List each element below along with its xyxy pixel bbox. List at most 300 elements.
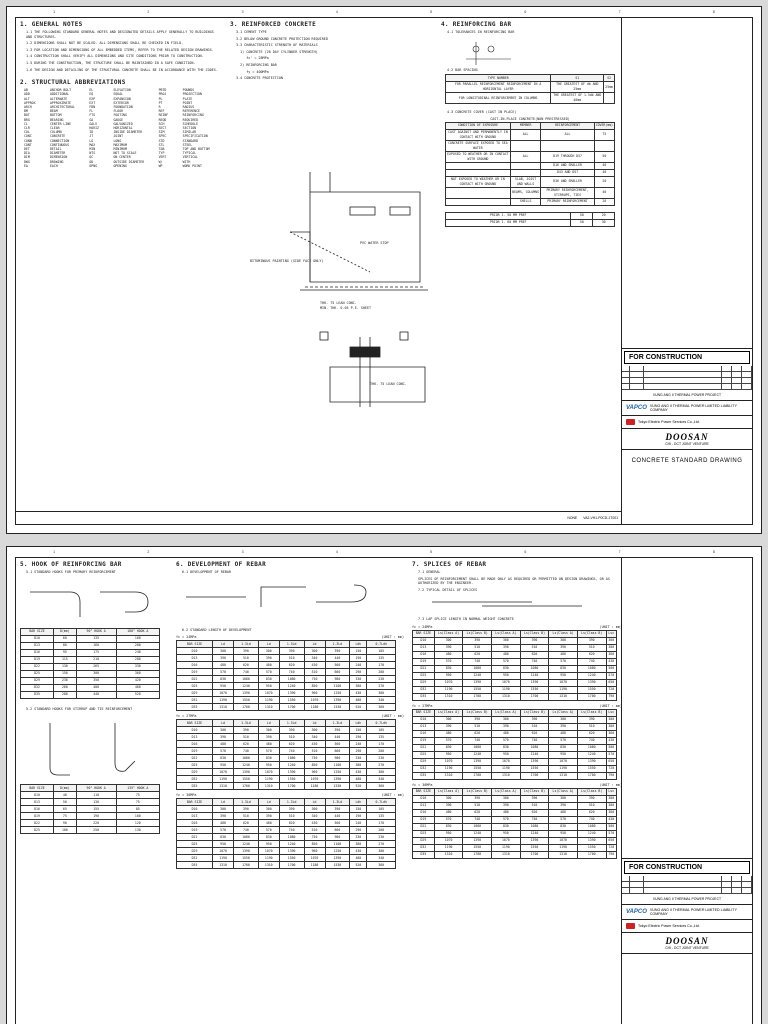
abbreviation-entry: ALT [24,96,30,101]
table-cell: 300 [434,716,463,723]
table-cell: 150 [350,648,367,655]
table-cell: 1070 [549,758,578,765]
table-cell: 1550 [463,686,492,693]
concrete-note: 3.3 CHARACTERISTIC STRENGTH OF MATERIALS [236,43,318,48]
table-cell: 1240 [279,841,304,848]
table-header-cell: Ls(Class B) [577,709,606,716]
table-cell: D25 [413,672,435,679]
table-cell: 570 [492,737,521,744]
table-cell: 650 [606,679,616,686]
table-cell: 440 [325,734,350,741]
abbreviation-entry: REQD [158,117,167,122]
table-cell: 480 [434,651,463,658]
table-cell: D16 [21,806,54,813]
table-cell: 300 [492,795,521,802]
table-cell: 980 [325,834,350,841]
table-cell: 980 [325,755,350,762]
table-header-cell: Ls(Class B) [463,709,492,716]
table-cell: D35 [413,851,435,858]
table-cell: 390 [520,795,549,802]
title-block-2 [621,558,752,1024]
table-cell: D19 [21,813,54,820]
table-cell: D29 [177,848,213,855]
table-cell: 175 [76,649,116,656]
table-cell: 430 [606,737,616,744]
abbreviation-entry: CONTINUOUS [49,142,70,147]
table-cell: 390 [279,806,304,813]
abbreviation-entry: REFERENCE [182,109,200,114]
concrete-cover-table [445,117,615,206]
revision-grid [622,366,752,390]
table-cell: 240 [350,820,367,827]
table-cell: D13 [413,723,435,730]
table-row [177,683,396,690]
abbreviation-entry: WORK POINT [182,163,202,168]
table-row [21,677,160,684]
stirrup-hook-table [20,784,160,834]
table-cell: 570 [606,751,616,758]
table-row [446,82,615,93]
table-cell: 1550 [520,844,549,851]
table-cell: 1310 [492,693,521,700]
table-cell: 1070 [549,679,578,686]
table-cell [446,198,511,205]
table-cell: 390 [325,806,350,813]
table-cell: 520 [350,783,367,790]
table-cell: D22 [21,820,54,827]
table-cell: 360 [367,862,396,869]
table-header-cell: 1.3Ld [234,720,259,727]
table-row [177,820,396,827]
table-cell: 1080 [463,823,492,830]
abbreviation-entry: APPROX [24,100,36,105]
table-cell: 390 [549,723,578,730]
table-cell: D25 [21,827,54,834]
table-cell: 1240 [520,672,549,679]
drawing-number-strip [16,511,622,524]
table-cell: 1390 [463,679,492,686]
project-name-2: VUNG ANG II THERMAL POWER PROJECT [622,894,752,905]
table-cell: 510 [234,655,259,662]
table-cell: 1390 [577,837,606,844]
table-cell: 1240 [520,830,549,837]
table-cell: EXPOSED TO WEATHER OR IN CONTACT WITH GROUND [447,151,509,161]
table-cell: D29 [413,679,435,686]
table-header-cell: Ls(Class A) [434,630,463,637]
table-cell: 650 [606,837,616,844]
table-cell: D10 [413,795,435,802]
table-cell: 230 [367,834,396,841]
concrete-note: 1) CONCRETE (28 DAY CYLINDER STRENGTH) [236,49,318,54]
table-cell: 1240 [234,841,259,848]
table-cell: 300 [434,795,463,802]
table-cell: D32 [177,855,213,862]
abbreviation-entry: TYP [158,151,165,156]
abbreviation-entry: EXP [89,96,96,101]
table-cell: D16 [413,730,435,737]
table-cell: 1310 [434,851,463,858]
strength-label: fc = 24MPa [412,624,433,629]
table-cell: FOR LONGITUDINAL REINFORCEMENT IN COLUMNS [446,93,551,104]
table-cell: 500 [606,665,616,672]
table-cell: 190 [350,813,367,820]
table-cell: 830 [258,755,279,762]
table-cell: D22 [177,834,213,841]
table-header-cell: COVER(mm) [595,123,613,128]
table-cell: 1080 [234,676,259,683]
abbreviation-entry: SPEC [158,134,167,139]
abbreviation-entry: FL [89,109,94,114]
table-cell: 170 [367,820,396,827]
table-cell: 1550 [234,776,259,783]
table-cell: 300 [606,723,616,730]
table-cell: 190 [350,734,367,741]
table-cell: 65 [54,806,77,813]
abbreviation-entry: EXPANSION [113,96,131,101]
table-row [177,841,396,848]
table-cell: 480 [213,741,234,748]
table-cell: 500 [606,823,616,830]
label-lean-conc: THK. 75 LEAN CONC. [320,301,357,305]
table-cell: 1070 [258,690,279,697]
table-cell: 390 [434,802,463,809]
table-cell: 740 [520,737,549,744]
table-row [21,663,160,670]
table-cell: 20 [594,198,614,205]
table-cell [446,169,511,176]
table-cell: 1310 [213,704,234,711]
table-cell: 480 [549,651,578,658]
table-cell: D35 [413,693,435,700]
table-cell: D13 [177,655,213,662]
table-cell: 830 [213,676,234,683]
abbreviation-entry: FTG [89,113,96,118]
table-cell: D29 [177,690,213,697]
concrete-note: 3.1 CEMENT TYPE [236,30,267,34]
table-cell: 660 [325,827,350,834]
table-cell: 1190 [549,765,578,772]
table-cell: 510 [577,802,606,809]
table-row [413,802,617,809]
table-header-cell: BAR SIZE [413,630,435,637]
table-row [413,693,617,700]
table-header-cell: 0.7Ldh [367,799,396,806]
revision-grid-2 [622,876,752,894]
table-cell: 240 [350,741,367,748]
abbreviation-entry: NTS [89,151,96,156]
table-header-cell: Ld [304,799,325,806]
table-cell: 220 [76,820,116,827]
table-cell: 520 [350,862,367,869]
note-6-2: 6.2 STANDARD LENGTH OF DEVELOPMENT [182,627,252,632]
table-row [21,649,160,656]
table-cell: 1080 [577,665,606,672]
table-cell: 1240 [463,751,492,758]
table-row [413,830,617,837]
table-cell: 1550 [279,776,304,783]
table-cell: 200 [116,642,159,649]
table-row [21,656,160,663]
table-cell: 115 [54,656,77,663]
table-cell: D16 [413,651,435,658]
general-notes-column [20,22,220,168]
title-block [621,18,752,524]
table-header-cell: Ls(Class A) [492,709,521,716]
table-row [413,758,617,765]
table-row [413,651,617,658]
table-row [446,151,615,162]
table-cell: 420 [116,677,159,684]
table-cell: 830 [434,665,463,672]
table-cell: 230 [54,677,77,684]
table-cell: 390 [234,727,259,734]
table-cell: 50 [594,151,614,162]
table-cell: D35 [177,783,213,790]
table-row [21,827,160,834]
table-cell: 80 [54,642,77,649]
for-construction-stamp-2: FOR CONSTRUCTION [624,861,750,874]
table-cell: 300 [606,795,616,802]
table-cell: 1100 [325,762,350,769]
abbreviation-entry: MIN [89,147,96,151]
note-7-2: 7.2 TYPICAL DETAIL OF SPLICES [418,587,478,592]
table-header-cell: Ld [258,799,279,806]
table-cell: 390 [258,813,279,820]
table-cell: 500 [606,744,616,751]
table-row [177,697,396,704]
table-cell: 1550 [577,686,606,693]
table-cell: D13 [413,802,435,809]
abbreviation-entry: CLEAR [49,125,60,130]
table-cell: 200 [367,827,396,834]
label-pe-sheet: MIN. THK. 0.05 P.E. SHEET [320,306,372,310]
table-cell: 480 [350,697,367,704]
table-row [21,635,160,642]
jv-name-2: CHI - DCT JOINT VENTURE [665,946,709,950]
table-cell: 480 [258,662,279,669]
table-cell: 510 [234,734,259,741]
abbreviation-entry: ON CENTER [113,155,131,160]
table-header-cell: Ls(Class A) [492,788,521,795]
table-header-cell: Ls(Class A) [549,788,578,795]
abbreviation-entry: COL [24,130,30,135]
table-cell: 570 [258,827,279,834]
table-header-cell: 1.3Ld [279,799,304,806]
table-cell: 105 [367,648,396,655]
table-cell: 620 [577,730,606,737]
table-cell: 1700 [577,772,606,779]
abbreviation-entry: REF [158,109,165,114]
table-cell: D25 [177,683,213,690]
table-cell: D13 [177,734,213,741]
table-cell: 830 [549,823,578,830]
table-cell: THE GREATEST OF 1.5db AND 40mm [551,93,604,104]
table-cell: 360 [606,730,616,737]
table-cell: 390 [492,723,521,730]
table-header-cell: 1.3Ld [325,641,350,648]
abbreviation-entry: OPNG [89,163,98,168]
contractor-row [622,429,752,450]
table-row [446,129,615,140]
table-cell: 270 [367,762,396,769]
table-cell: 620 [279,741,304,748]
table-cell: 390 [213,655,234,662]
table-row [177,648,396,655]
table-cell: 390 [520,637,549,644]
consultant-row-2 [622,920,752,933]
lap-splice-table [412,788,617,859]
table-cell: D36 AND SMALLER [541,176,594,187]
table-cell: D35 [21,691,54,698]
table-cell: 360 [367,704,396,711]
table-cell: 1310 [213,862,234,869]
table-cell: 1550 [279,697,304,704]
table-cell: 740 [520,816,549,823]
table-cell: 20 [594,176,614,187]
table-header-cell: Ls(Class B) [520,788,549,795]
table-cell: 790 [606,772,616,779]
table-cell: 360 [367,783,396,790]
table-cell: 1550 [279,855,304,862]
abbreviation-entry: JOINT [113,134,124,139]
table-cell: 100 [116,813,159,820]
table-cell: ALL [510,129,541,140]
table-cell: 380 [350,762,367,769]
table-cell: SLAB, JOIST AND WALLS [510,176,541,187]
abbreviation-entry: BOT [24,113,30,118]
strength-label: fc = 30MPa [176,793,197,798]
table-cell: 960 [304,769,325,776]
consultant-row [622,416,752,429]
table-cell: 740 [463,658,492,665]
table-cell: 30 [593,219,615,226]
table-cell: 620 [463,651,492,658]
table-cell: 620 [279,662,304,669]
table-cell: 520 [350,704,367,711]
table-row [413,658,617,665]
table-cell: 40 [54,792,77,799]
table-cell: 480 [492,651,521,658]
table-cell [446,162,511,169]
table-cell: 1080 [520,744,549,751]
table-cell: 390 [463,637,492,644]
abbreviation-entry: SECT [158,125,167,130]
table-cell: 620 [234,741,259,748]
table-cell: 1070 [492,837,521,844]
table-cell: 740 [234,669,259,676]
table-cell: 620 [463,809,492,816]
table-row [21,813,160,820]
table-cell: 1390 [463,837,492,844]
table-cell: 950 [258,683,279,690]
table-cell: 1390 [234,769,259,776]
table-cell: 290 [350,827,367,834]
table-cell: 210 [76,656,116,663]
table-cell: D13 [21,642,54,649]
table-header-cell: BAR SIZE [177,799,213,806]
table-cell: D10 [21,635,54,642]
drawing-sheet-1 [6,6,762,534]
table-cell: NOT EXPOSED TO WEATHER OR IN CONTACT WITH GROUND [446,176,511,187]
table-cell: 1080 [463,665,492,672]
table-cell: 1250 [325,690,350,697]
table-header-cell: D(mm) [54,785,77,792]
table-header-cell: Ld [258,641,279,648]
abbreviation-entry: ARCH [24,104,32,109]
table-cell: 390 [325,727,350,734]
table-header-cell: Ls(Class A) [549,630,578,637]
table-cell: 1530 [325,704,350,711]
table-cell: 1070 [434,758,463,765]
table-cell: 430 [304,662,325,669]
table-cell: 1530 [325,862,350,869]
table-cell: 950 [258,762,279,769]
table-cell: D22 [21,663,54,670]
table-cell: 390 [258,655,279,662]
border-ticks-top: 1 2 3 4 5 6 7 8 [53,9,715,14]
table-row [177,669,396,676]
table-row [413,716,617,723]
table-cell: 1310 [434,693,463,700]
table-cell: 390 [213,813,234,820]
table-cell: 200 [367,669,396,676]
table-row [413,637,617,644]
table-cell: D32 [413,844,435,851]
ws-tag [350,207,375,215]
abbreviation-entry: CONT [24,142,32,147]
abbreviation-entry: EQ [89,92,94,97]
abbreviation-entry: DWG [24,159,30,164]
table-cell: 1550 [234,697,259,704]
development-sketch [176,577,376,627]
abbreviation-entry: OD [89,159,94,164]
table-cell: 1250 [325,769,350,776]
hook-column [20,562,170,834]
table-cell: 390 [434,644,463,651]
table-cell: 1190 [258,855,279,862]
table-row [446,187,615,198]
note-4-1: 4.1 TOLERANCES IN REINFORCING BAR [447,30,515,34]
table-row [21,691,160,698]
table-cell: 1700 [279,704,304,711]
table-cell: D25 [413,751,435,758]
table-cell: 50 [571,212,593,219]
table-row [21,806,160,813]
table-cell: 510 [463,644,492,651]
table-cell: 1070 [258,848,279,855]
table-cell: 830 [434,823,463,830]
table-cell: 390 [279,727,304,734]
table-cell: 300 [434,637,463,644]
table-cell: 850 [304,762,325,769]
table-cell: 570 [549,658,578,665]
table-cell: 390 [463,795,492,802]
abbreviation-entry: FOOTING [113,113,127,118]
table-cell: 660 [325,748,350,755]
table-cell: 1240 [234,683,259,690]
table-cell: 480 [258,741,279,748]
table-cell: 480 [258,820,279,827]
table-row [446,93,615,104]
table-cell: 740 [279,748,304,755]
table-cell: 1390 [520,758,549,765]
table-cell: 480 [549,730,578,737]
table-header-cell: BAR SIZE [21,628,54,635]
table-cell: 430 [606,658,616,665]
abbreviation-entry: REINF [158,113,169,118]
table-cell: 460 [116,684,159,691]
abbreviation-entry: CONNECTION [49,138,70,143]
